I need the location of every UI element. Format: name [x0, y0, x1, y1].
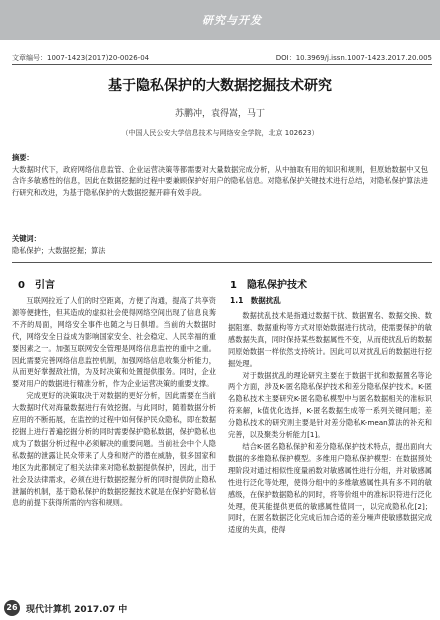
section-heading-privacy: 1 隐私保护技术: [230, 280, 307, 291]
journal-name: 现代计算机 2017.07 中: [26, 605, 128, 615]
abstract: [12, 152, 428, 198]
paragraph: 数据扰乱技术是指通过数据干扰、数据置名、数据交换、数据阻塞、数据重构等方式对原始数据进行扰动，使需要保护的敏感数据失真，同时保持某些数据属性不变，从而使扰乱后的数据同原始数据一样依然支持统计。因此可以对扰乱后的数据进行挖掘处理。: [228, 311, 432, 368]
keywords-label: 关键词：: [12, 234, 41, 243]
divider: [12, 64, 432, 65]
page-number: 26: [4, 600, 20, 616]
authors: 苏鹏冲，袁得嵩，马丁: [174, 109, 265, 119]
abstract-text: 大数据时代下，政府网络信息监管、企业运营决策等都需要对大量数据完成分析，从中抽取有用的知识和规则，但原始数据中又包含许多敏感性的信息，因此在数据挖掘的过程中要兼顾保护好用户的隐私信息。对隐私保护关键技术进行总结，对隐私保护算法进行研究和改进，为基于隐私保护的大数据挖掘开辟有效手段。: [12, 164, 428, 197]
subsection-heading: 1.1 数据扰乱: [230, 296, 281, 305]
paragraph: 对于数据扰乱的理论研究主要在于数据干扰和数据置名等论两个方面，涉及K-匿名隐私保护技术和差分隐私保护技术。K-匿名隐私技术主要研究K-匿名隐私模型中与匿名数据相关的准标识符来解，k值优化选择，K-匿名数据生成等一系列关键问题；差分隐私技术的研究则主要是针对差分隐私K-mean算法的补充和完善，以及聚类分析能力[1]。: [228, 370, 432, 440]
left-column: [12, 295, 216, 590]
header-band: [0, 0, 440, 40]
article-number: 文章编号：1007-1423(2017)20-0026-04: [12, 54, 150, 62]
paragraph: 完成更好的决策取决于对数据的更好分析，因此需要在当前大数据时代对海量数据进行有效挖掘。与此同时，随着数据分析应用的不断拓展，在监控的过程中如何保护民众隐私，即在数据挖掘上进行普遍挖掘分析的同时需要保护隐私数据，保护隐私也成为了数据分析过程中必须解决的重要问题。当前社会中个人隐私数据的泄露让民众带来了人身和财产的潜在威胁，很多国家和地区为此都制定了相关法律来对隐私数据提供保护，因此，出于社会及法律需求，必须在进行数据挖掘分析的同时提供防止隐私泄漏的机制，基于隐私保护的数据挖掘技术就是在保护好隐私信息的前提下获得所需的内容和规则。: [12, 391, 216, 508]
paragraph: 互联网拉近了人们的时空距离，方便了沟通，提高了共享资源等便捷性，但其造成的虚拟社会使得网络空间出现了信息良莠不齐的局面，网络安全事件也随之与日俱增。当前的大数据时代，网络安全日益成为影响国家安全、社会稳定、人民幸福的重要因素之一。加强互联网安全管理是网络信息监控的重中之重。因此需要完善网络信息监控机制，加强网络信息收集分析能力，从而更好掌握敌社情，为及时决策和处置提供服务。同时，企业要对用户的数据进行精准分析，作为企业运营决策的重要支撑。: [12, 296, 216, 389]
divider: [12, 262, 432, 263]
affiliation: （中国人民公安大学信息技术与网络安全学院，北京 102623）: [121, 129, 319, 137]
keywords-text: 隐私保护；大数据挖掘；算法: [12, 245, 106, 255]
paragraph: 结合K-匿名隐私保护和差分隐私保护技术特点，提出面向大数据的多维隐私保护模型。多维用户隐私保护模型：在数据预处理阶段对通过相似性度量函数对敏感属性进行分组，并对敏感属性进行泛化等处理，使得分组中的多维敏感属性具有多不同的敏感级，在保护数据隐私的同时，将等价组中的准标识符进行泛化处理，使其能提供更低的敏感属性值同一，以完成隐私化[2]；同时，在匿名数据泛化完成后加合适的差分噪声使敏感数据完成适度的失真，使得: [228, 441, 432, 535]
right-column: [228, 310, 432, 590]
section-heading-intro: 0 引言: [18, 280, 55, 291]
doi: DOI：10.3969/j.issn.1007-1423.2017.20.005: [275, 54, 432, 62]
footer: [0, 600, 440, 616]
section-header: 研究与开发: [202, 14, 262, 27]
abstract-label: 摘要：: [12, 153, 34, 162]
paper-title: 基于隐私保护的大数据挖掘技术研究: [108, 78, 332, 94]
keywords: [12, 233, 428, 256]
